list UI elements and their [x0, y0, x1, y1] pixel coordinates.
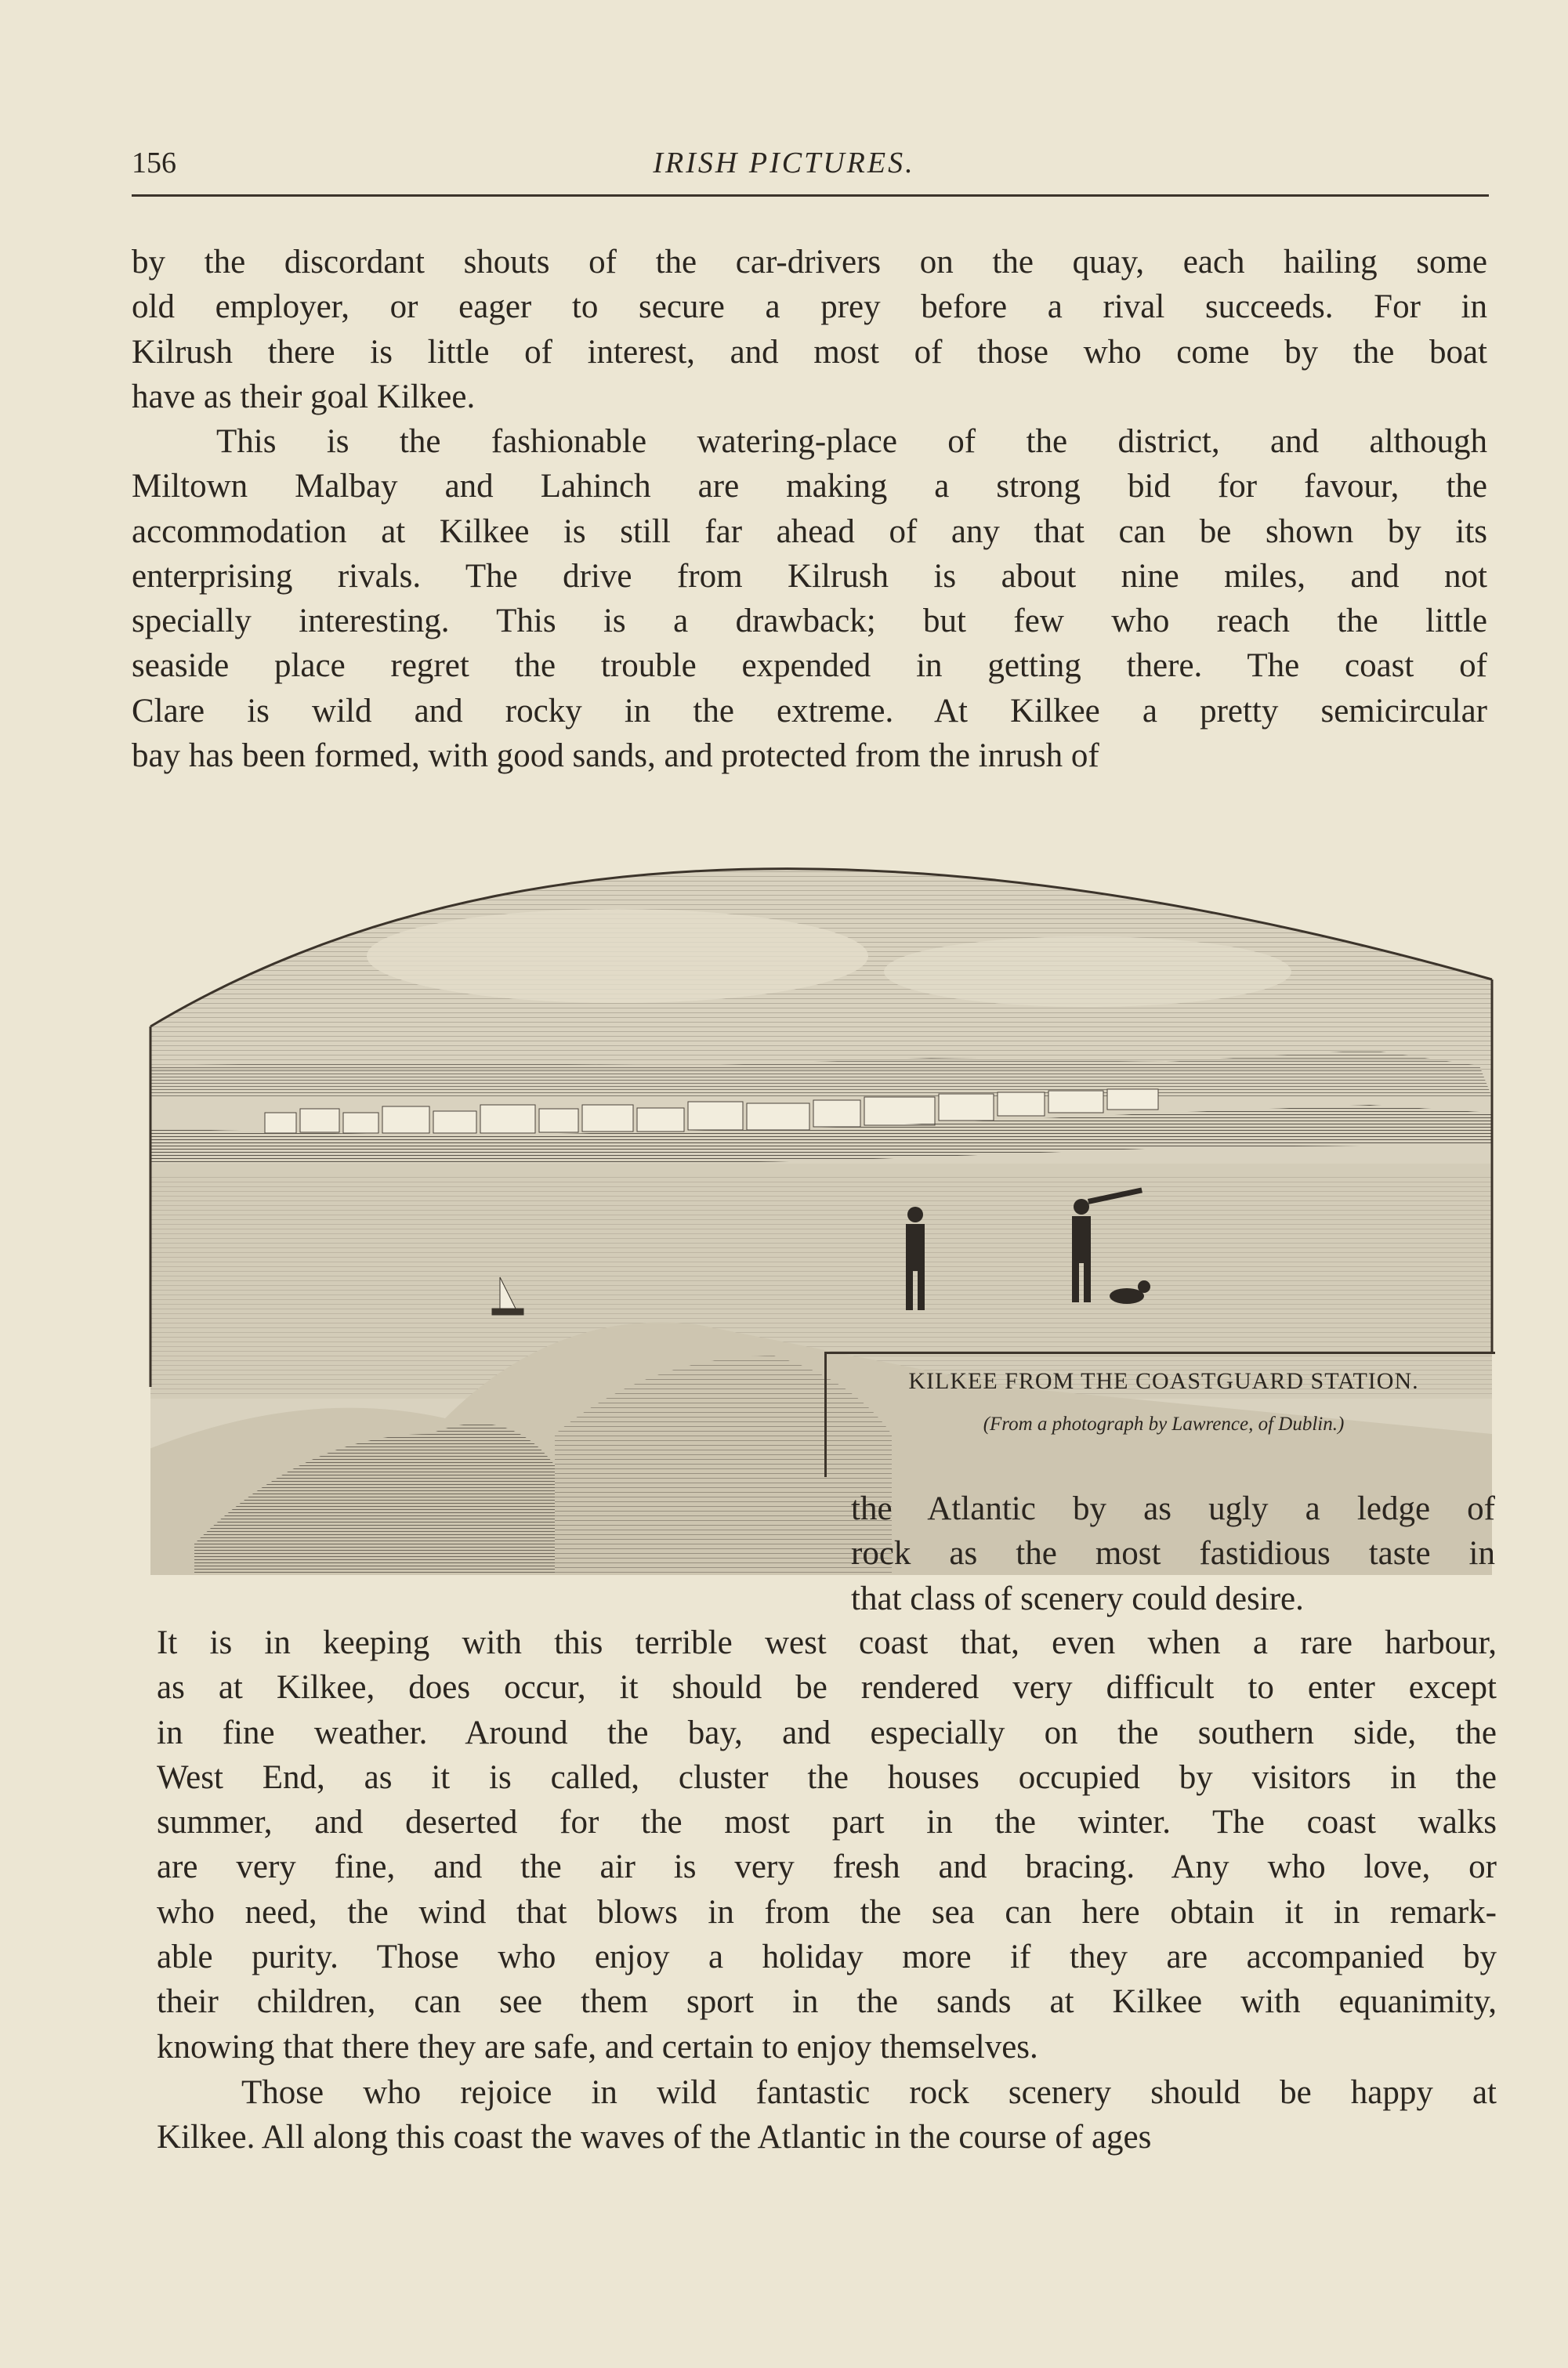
text-line: Clare is wild and rocky in the extreme. At Kilkee a pretty semicircular [132, 692, 1487, 730]
text-line: the Atlantic by as ugly a ledge of [851, 1490, 1495, 1527]
cloud [884, 936, 1291, 1007]
caption-rule-vertical [824, 1352, 827, 1477]
page-number: 156 [132, 147, 176, 179]
text-line: summer, and deserted for the most part in the winter. The coast walks [157, 1804, 1497, 1841]
text-line: specially interesting. This is a drawback; but few who reach the little [132, 603, 1487, 640]
running-head: IRISH PICTURES. [653, 147, 915, 179]
illustration-caption-title: KILKEE FROM THE COASTGUARD STATION. [908, 1368, 1419, 1394]
text-line: bay has been formed, with good sands, and protected from the inrush of [132, 737, 1099, 775]
text-line: in fine weather. Around the bay, and especially on the southern side, the [157, 1714, 1497, 1751]
text-line: Miltown Malbay and Lahinch are making a strong bid for favour, the [132, 468, 1487, 505]
text-line: Kilrush there is little of interest, and most of those who come by the boat [132, 333, 1487, 371]
text-line: seaside place regret the trouble expended in getting there. The coast of [132, 647, 1487, 685]
text-line: as at Kilkee, does occur, it should be rendered very difficult to enter except [157, 1669, 1497, 1707]
text-line: that class of scenery could desire. [851, 1580, 1304, 1617]
text-line: who need, the wind that blows in from the sea can here obtain it in remark- [157, 1893, 1497, 1931]
paragraph-kilrush [132, 240, 1487, 419]
text-line: West End, as it is called, cluster the houses occupied by visitors in the [157, 1758, 1497, 1796]
cloud [367, 909, 868, 1003]
paragraph-atlantic-ledge [851, 1486, 1495, 1621]
text-line: able purity. Those who enjoy a holiday more if they are accompanied by [157, 1939, 1497, 1976]
text-line: It is in keeping with this terrible west coast that, even when a rare harbour, [157, 1624, 1497, 1661]
header-rule [132, 194, 1489, 197]
text-line: accommodation at Kilkee is still far ahead of any that can be shown by its [132, 512, 1487, 550]
paragraph-rock-scenery [157, 2070, 1497, 2160]
text-line: rock as the most fastidious taste in [851, 1535, 1495, 1573]
text-line: are very fine, and the air is very fresh and bracing. Any who love, or [157, 1848, 1497, 1886]
caption-rule-horizontal [824, 1352, 1495, 1354]
text-line: enterprising rivals. The drive from Kilrush is about nine miles, and not [132, 557, 1487, 595]
text-line: knowing that there they are safe, and certain to enjoy themselves. [157, 2028, 1038, 2066]
text-line: their children, can see them sport in the sands at Kilkee with equanimity, [157, 1983, 1497, 2021]
text-line: by the discordant shouts of the car-drivers on the quay, each hailing some [132, 244, 1487, 281]
text-line: old employer, or eager to secure a prey before a rival succeeds. For in [132, 288, 1487, 326]
kilkee-engraving-illustration [147, 838, 1495, 1575]
text-line: This is the fashionable watering-place of the district, and although [216, 423, 1487, 460]
illustration-caption-credit: (From a photograph by Lawrence, of Dublin.) [983, 1414, 1345, 1435]
text-line: Those who rejoice in wild fantastic rock scenery should be happy at [241, 2074, 1497, 2111]
paragraph-kilkee-watering-place [132, 419, 1487, 778]
text-line: Kilkee. All along this coast the waves of the Atlantic in the course of ages [157, 2119, 1152, 2156]
paragraph-west-coast [157, 1620, 1497, 2069]
text-line: have as their goal Kilkee. [132, 378, 476, 415]
